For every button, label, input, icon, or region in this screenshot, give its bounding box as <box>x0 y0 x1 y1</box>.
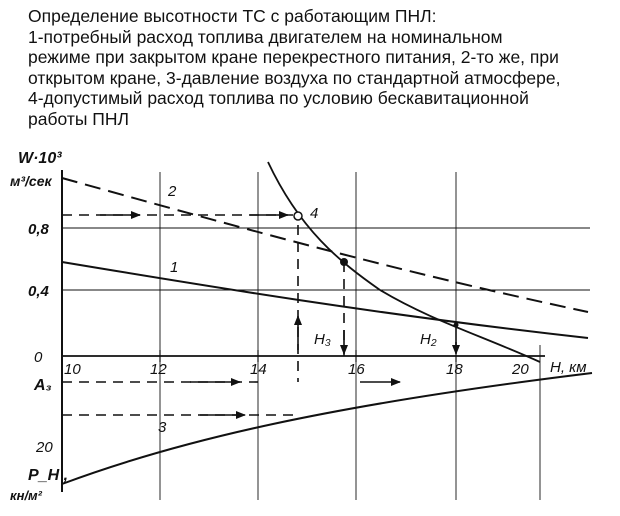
curve-1-label: 1 <box>170 259 179 276</box>
h3-label: H₃ <box>314 331 331 348</box>
caption-line: открытом кране, 3-давление воздуха по стандартной атмосфере, <box>28 67 561 88</box>
x-tick-14: 14 <box>250 361 267 378</box>
w-tick-0: 0 <box>34 349 43 366</box>
h2-label: H₂ <box>420 331 437 348</box>
x-axis-unit: H, км <box>550 359 587 376</box>
w-axis-label: W·10³ <box>18 150 62 167</box>
caption-line: режиме при закрытом кране перекрестного питания, 2-то же, при <box>28 47 559 67</box>
x-tick-12: 12 <box>150 361 167 378</box>
w-tick-04: 0,4 <box>28 283 49 300</box>
curve-1 <box>62 262 588 338</box>
p-axis-label: P_H , <box>28 467 69 484</box>
caption-line: работы ПНЛ <box>28 108 129 129</box>
curve-3-label: 3 <box>158 419 167 436</box>
curve-2-label: 2 <box>168 183 177 200</box>
p-axis-unit: кн/м² <box>10 488 42 503</box>
x-tick-20: 20 <box>512 361 529 378</box>
x-tick-16: 16 <box>348 361 365 378</box>
p-tick-20: 20 <box>36 439 53 456</box>
caption-line: Определение высотности ТС с работающим ПНЛ: <box>28 6 437 26</box>
point-small <box>454 323 459 328</box>
w-tick-08: 0,8 <box>28 221 49 238</box>
curve-3 <box>62 373 592 484</box>
caption-line: 1-потребный расход топлива двигателем на номинальном <box>28 26 503 47</box>
w-axis-unit: м³/сек <box>10 173 52 189</box>
point-open <box>294 212 302 220</box>
point-filled <box>340 258 348 266</box>
caption-line: 4-допустимый расход топлива по условию бескавитационной <box>28 88 529 108</box>
curve-4-label: 4 <box>310 205 319 222</box>
a3-label: A₃ <box>34 377 52 394</box>
curve-4 <box>268 162 540 362</box>
x-tick-18: 18 <box>446 361 463 378</box>
x-tick-10: 10 <box>64 361 81 378</box>
